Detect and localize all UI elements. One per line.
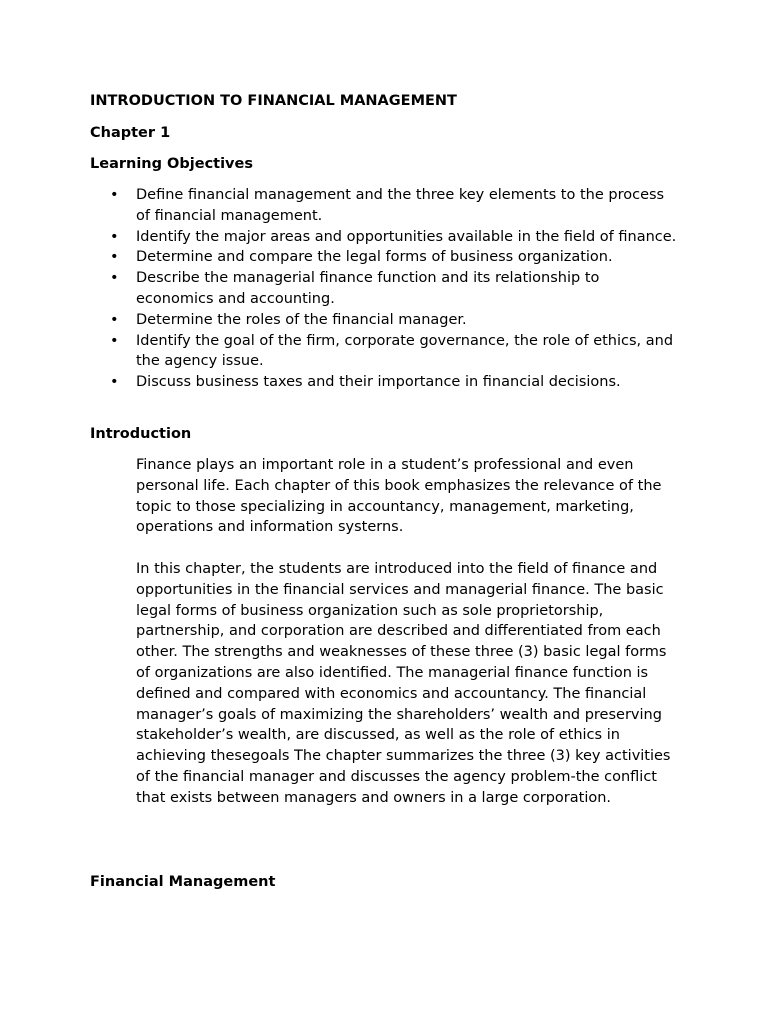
document-title: INTRODUCTION TO FINANCIAL MANAGEMENT [90, 93, 457, 109]
introduction-paragraph: Finance plays an important role in a student’s professional and even personal life. Each chapter of this book emphasizes the relevance of the topic to those specializing in accountancy, management, marketing, operations and information systerns. [136, 457, 662, 536]
objective-text: Determine and compare the legal forms of business organization. [136, 249, 613, 266]
objective-item [110, 331, 680, 373]
objective-item [110, 185, 680, 227]
introduction-paragraph: In this chapter, the students are introduced into the field of finance and opportunities in the financial services and managerial finance. The basic legal forms of business organization such as sole proprietorship, partnership, and corporation are described and differentiated from each other. The strengths and weaknesses of these three (3) basic legal forms of organizations are also identified. The managerial finance function is defined and compared with economics and accountancy. The financial manager’s goals of maximizing the shareholders’ wealth and preserving stakeholder’s wealth, are discussed, as well as the role of ethics in achieving thesegoals The chapter summarizes the three (3) key activities of the financial manager and discusses the agency problem-the conflict that exists between managers and owners in a large corporation. [136, 560, 671, 806]
bullet-icon: • [110, 249, 119, 266]
objective-text: Define financial management and the three key elements to the process of financial management. [136, 187, 665, 224]
objective-text: Describe the managerial finance function and its relationship to economics and accounting. [136, 270, 600, 307]
objective-item [110, 247, 680, 268]
objective-text: Discuss business taxes and their importance in financial decisions. [136, 374, 621, 391]
learning-objectives-list [110, 185, 680, 393]
objective-text: Determine the roles of the financial manager. [136, 311, 467, 328]
objective-item [110, 227, 680, 248]
introduction-body [136, 455, 682, 809]
financial-management-heading: Financial Management [90, 874, 276, 890]
bullet-icon: • [110, 332, 119, 349]
bullet-icon: • [110, 374, 119, 391]
objective-item [110, 372, 680, 393]
objective-item [110, 310, 680, 331]
bullet-icon: • [110, 270, 119, 287]
bullet-icon: • [110, 187, 119, 203]
bullet-icon: • [110, 228, 119, 245]
objective-item [110, 268, 680, 310]
objective-text: Identify the goal of the firm, corporate governance, the role of ethics, and the agency issue. [136, 332, 674, 370]
bullet-icon: • [110, 311, 119, 328]
introduction-heading: Introduction [90, 426, 192, 442]
objective-text: Identify the major areas and opportunities available in the field of finance. [136, 228, 677, 245]
learning-objectives-heading: Learning Objectives [90, 156, 253, 172]
chapter-label: Chapter 1 [90, 125, 171, 141]
